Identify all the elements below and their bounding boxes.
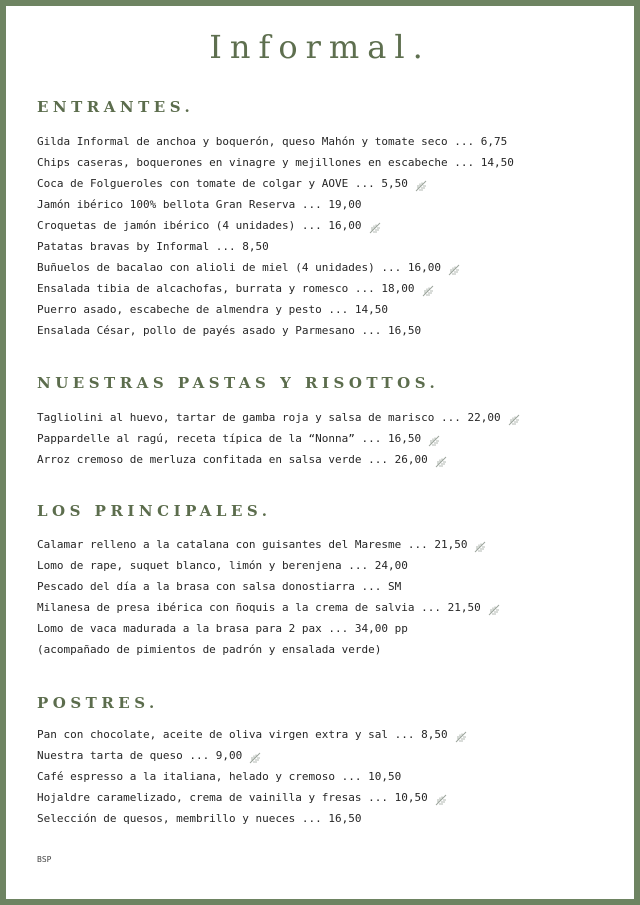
- menu-item: [37, 724, 468, 745]
- menu-item: [37, 766, 468, 787]
- menu-item: [37, 173, 514, 194]
- menu-item-text: Ensalada César, pollo de payés asado y Parmesano ... 16,50: [37, 324, 422, 337]
- menu-item: [37, 257, 514, 278]
- feather-icon: [414, 178, 428, 190]
- menu-item: [37, 639, 501, 660]
- menu-item: [37, 597, 501, 618]
- menu-list-pastas: [37, 407, 521, 470]
- menu-item-text: Café espresso a la italiana, helado y cremoso ... 10,50: [37, 770, 402, 783]
- menu-item-text: Lomo de rape, suquet blanco, limón y berenjena ... 24,00: [37, 559, 408, 572]
- menu-item-text: Gilda Informal de anchoa y boquerón, queso Mahón y tomate seco ... 6,75: [37, 135, 508, 148]
- feather-icon: [507, 412, 521, 424]
- feather-icon: [473, 539, 487, 551]
- section-heading-principales: LOS PRINCIPALES.: [37, 502, 272, 520]
- section-heading-postres: POSTRES.: [37, 694, 159, 712]
- section-heading-entrantes: ENTRANTES.: [37, 98, 195, 116]
- feather-icon: [447, 262, 461, 274]
- feather-icon: [421, 283, 435, 295]
- menu-item-text: Arroz cremoso de merluza confitada en salsa verde ... 26,00: [37, 453, 428, 466]
- menu-item: [37, 618, 501, 639]
- menu-item: [37, 320, 514, 341]
- menu-item: [37, 215, 514, 236]
- menu-item-text: Milanesa de presa ibérica con ñoquis a la crema de salvia ... 21,50: [37, 601, 481, 614]
- menu-page: [6, 6, 634, 899]
- menu-item-text: Puerro asado, escabeche de almendra y pesto ... 14,50: [37, 303, 388, 316]
- feather-icon: [368, 220, 382, 232]
- menu-item: [37, 808, 468, 829]
- menu-item: [37, 428, 521, 449]
- menu-item-text: Ensalada tibia de alcachofas, burrata y romesco ... 18,00: [37, 282, 415, 295]
- feather-icon: [434, 454, 448, 466]
- menu-item-text: Coca de Folgueroles con tomate de colgar y AOVE ... 5,50: [37, 177, 408, 190]
- menu-item-text: Chips caseras, boquerones en vinagre y mejillones en escabeche ... 14,50: [37, 156, 514, 169]
- menu-item-text: (acompañado de pimientos de padrón y ensalada verde): [37, 643, 382, 656]
- menu-item-text: Tagliolini al huevo, tartar de gamba roja y salsa de marisco ... 22,00: [37, 411, 501, 424]
- menu-item-text: Croquetas de jamón ibérico (4 unidades) ... 16,00: [37, 219, 362, 232]
- feather-icon: [248, 750, 262, 762]
- menu-item: [37, 278, 514, 299]
- feather-icon: [454, 729, 468, 741]
- menu-item: [37, 407, 521, 428]
- menu-item: [37, 152, 514, 173]
- menu-item: [37, 745, 468, 766]
- menu-item: [37, 299, 514, 320]
- menu-item: [37, 449, 521, 470]
- menu-title: Informal.: [209, 28, 431, 66]
- menu-list-entrantes: [37, 131, 514, 341]
- menu-item-text: Patatas bravas by Informal ... 8,50: [37, 240, 269, 253]
- feather-icon: [434, 792, 448, 804]
- menu-list-postres: [37, 724, 468, 829]
- menu-item-text: Pan con chocolate, aceite de oliva virgen extra y sal ... 8,50: [37, 728, 448, 741]
- menu-item: [37, 534, 501, 555]
- footer-signature: BSP: [37, 855, 52, 864]
- menu-item-text: Nuestra tarta de queso ... 9,00: [37, 749, 243, 762]
- section-heading-pastas: NUESTRAS PASTAS Y RISOTTOS.: [37, 374, 440, 392]
- feather-icon: [487, 602, 501, 614]
- menu-item-text: Calamar relleno a la catalana con guisantes del Maresme ... 21,50: [37, 538, 468, 551]
- menu-item: [37, 194, 514, 215]
- menu-item-text: Selección de quesos, membrillo y nueces ... 16,50: [37, 812, 362, 825]
- menu-item-text: Pappardelle al ragú, receta típica de la “Nonna” ... 16,50: [37, 432, 422, 445]
- menu-item: [37, 576, 501, 597]
- feather-icon: [427, 433, 441, 445]
- menu-item: [37, 236, 514, 257]
- menu-item-text: Pescado del día a la brasa con salsa donostiarra ... SM: [37, 580, 402, 593]
- menu-item: [37, 787, 468, 808]
- menu-item: [37, 131, 514, 152]
- menu-item-text: Buñuelos de bacalao con alioli de miel (4 unidades) ... 16,00: [37, 261, 441, 274]
- menu-item-text: Lomo de vaca madurada a la brasa para 2 pax ... 34,00 pp: [37, 622, 408, 635]
- menu-item-text: Hojaldre caramelizado, crema de vainilla y fresas ... 10,50: [37, 791, 428, 804]
- menu-list-principales: [37, 534, 501, 660]
- menu-item-text: Jamón ibérico 100% bellota Gran Reserva ... 19,00: [37, 198, 362, 211]
- menu-item: [37, 555, 501, 576]
